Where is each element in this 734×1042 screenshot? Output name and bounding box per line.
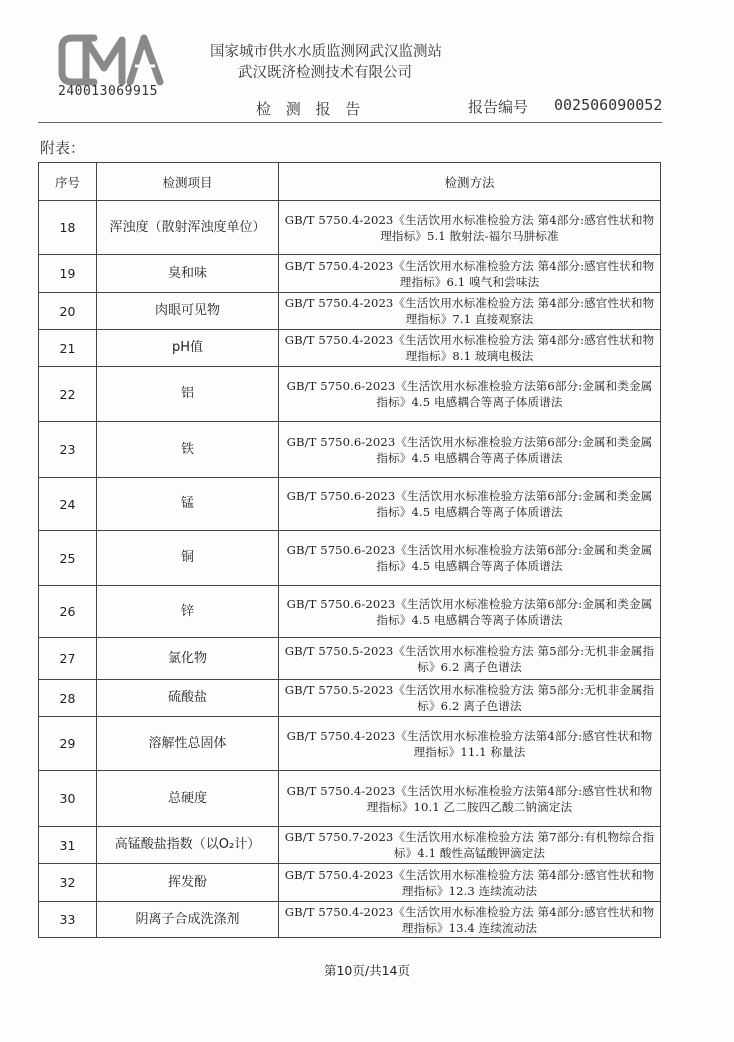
table-row	[39, 827, 661, 864]
row-number: 26	[39, 586, 97, 638]
row-number: 20	[39, 293, 97, 330]
report-number: 002506090052	[554, 96, 663, 114]
row-test-method: GB/T 5750.5-2023《生活饮用水标准检验方法 第5部分:无机非金属指标》6.2 离子色谱法	[279, 680, 661, 717]
row-number: 31	[39, 827, 97, 864]
table-row	[39, 864, 661, 902]
table-row	[39, 680, 661, 717]
table-row	[39, 293, 661, 330]
row-number: 28	[39, 680, 97, 717]
row-test-method: GB/T 5750.7-2023《生活饮用水标准检验方法 第7部分:有机物综合指标》4.1 酸性高锰酸钾滴定法	[279, 827, 661, 864]
row-test-method: GB/T 5750.4-2023《生活饮用水标准检验方法 第4部分:感官性状和物理指标》6.1 嗅气和尝味法	[279, 255, 661, 293]
row-test-item: 总硬度	[97, 771, 279, 827]
table-row	[39, 638, 661, 680]
row-test-method: GB/T 5750.4-2023《生活饮用水标准检验方法 第4部分:感官性状和物理指标》13.4 连续流动法	[279, 902, 661, 938]
row-number: 21	[39, 330, 97, 367]
appendix-label: 附表：	[40, 139, 86, 157]
row-number: 18	[39, 201, 97, 255]
row-test-method: GB/T 5750.4-2023《生活饮用水标准检验方法 第4部分:感官性状和物理指标》5.1 散射法-福尔马肼标准	[279, 201, 661, 255]
organization-name-primary: 国家城市供水水质监测网武汉监测站	[210, 44, 442, 60]
row-number: 32	[39, 864, 97, 902]
row-test-method: GB/T 5750.5-2023《生活饮用水标准检验方法 第5部分:无机非金属指标》6.2 离子色谱法	[279, 638, 661, 680]
row-test-item: 浑浊度（散射浑浊度单位）	[97, 201, 279, 255]
header-serial-number: 序号	[39, 163, 97, 201]
row-test-method: GB/T 5750.4-2023《生活饮用水标准检验方法 第4部分:感官性状和物理指标》12.3 连续流动法	[279, 864, 661, 902]
header-divider	[38, 122, 662, 123]
row-test-item: 铜	[97, 531, 279, 586]
row-test-item: 肉眼可见物	[97, 293, 279, 330]
row-test-method: GB/T 5750.6-2023《生活饮用水标准检验方法第6部分:金属和类金属指标》4.5 电感耦合等离子体质谱法	[279, 586, 661, 638]
table-header-row	[39, 163, 661, 201]
table-row	[39, 255, 661, 293]
row-test-item: 溶解性总固体	[97, 717, 279, 771]
row-number: 23	[39, 422, 97, 478]
table-row	[39, 902, 661, 938]
table-row	[39, 717, 661, 771]
row-test-method: GB/T 5750.6-2023《生活饮用水标准检验方法第6部分:金属和类金属指标》4.5 电感耦合等离子体质谱法	[279, 367, 661, 422]
page-number-footer: 第10页/共14页	[323, 963, 411, 978]
organization-name-secondary: 武汉既济检测技术有限公司	[238, 65, 412, 81]
row-number: 30	[39, 771, 97, 827]
row-test-item: 挥发酚	[97, 864, 279, 902]
row-number: 19	[39, 255, 97, 293]
row-test-item: 锰	[97, 478, 279, 531]
report-title: 检 测 报 告	[256, 100, 366, 118]
cma-certificate-number: 240013069915	[58, 84, 158, 99]
table-row	[39, 531, 661, 586]
row-number: 33	[39, 902, 97, 938]
row-test-item: 阴离子合成洗涤剂	[97, 902, 279, 938]
row-test-method: GB/T 5750.4-2023《生活饮用水标准检验方法 第4部分:感官性状和物理指标》8.1 玻璃电极法	[279, 330, 661, 367]
row-test-item: pH值	[97, 330, 279, 367]
cma-logo-mark	[56, 28, 168, 90]
table-row	[39, 330, 661, 367]
row-number: 25	[39, 531, 97, 586]
row-number: 22	[39, 367, 97, 422]
header-test-item: 检测项目	[97, 163, 279, 201]
row-test-item: 高锰酸盐指数（以O₂计）	[97, 827, 279, 864]
report-number-label: 报告编号	[468, 98, 529, 116]
cma-logo	[56, 28, 168, 90]
row-test-method: GB/T 5750.4-2023《生活饮用水标准检验方法第4部分:感官性状和物理指标》11.1 称量法	[279, 717, 661, 771]
row-test-item: 铝	[97, 367, 279, 422]
row-test-method: GB/T 5750.6-2023《生活饮用水标准检验方法第6部分:金属和类金属指标》4.5 电感耦合等离子体质谱法	[279, 422, 661, 478]
row-test-method: GB/T 5750.6-2023《生活饮用水标准检验方法第6部分:金属和类金属指标》4.5 电感耦合等离子体质谱法	[279, 531, 661, 586]
table-row	[39, 422, 661, 478]
row-test-item: 硫酸盐	[97, 680, 279, 717]
row-number: 27	[39, 638, 97, 680]
table-row	[39, 771, 661, 827]
table-row	[39, 586, 661, 638]
row-number: 24	[39, 478, 97, 531]
header-test-method: 检测方法	[279, 163, 661, 201]
test-methods-table	[38, 162, 661, 938]
table-row	[39, 201, 661, 255]
table-row	[39, 478, 661, 531]
row-test-method: GB/T 5750.4-2023《生活饮用水标准检验方法第4部分:感官性状和物理指标》10.1 乙二胺四乙酸二钠滴定法	[279, 771, 661, 827]
row-test-item: 氯化物	[97, 638, 279, 680]
row-test-method: GB/T 5750.6-2023《生活饮用水标准检验方法第6部分:金属和类金属指标》4.5 电感耦合等离子体质谱法	[279, 478, 661, 531]
row-number: 29	[39, 717, 97, 771]
row-test-method: GB/T 5750.4-2023《生活饮用水标准检验方法 第4部分:感官性状和物理指标》7.1 直接观察法	[279, 293, 661, 330]
row-test-item: 臭和味	[97, 255, 279, 293]
row-test-item: 铁	[97, 422, 279, 478]
row-test-item: 锌	[97, 586, 279, 638]
table-row	[39, 367, 661, 422]
